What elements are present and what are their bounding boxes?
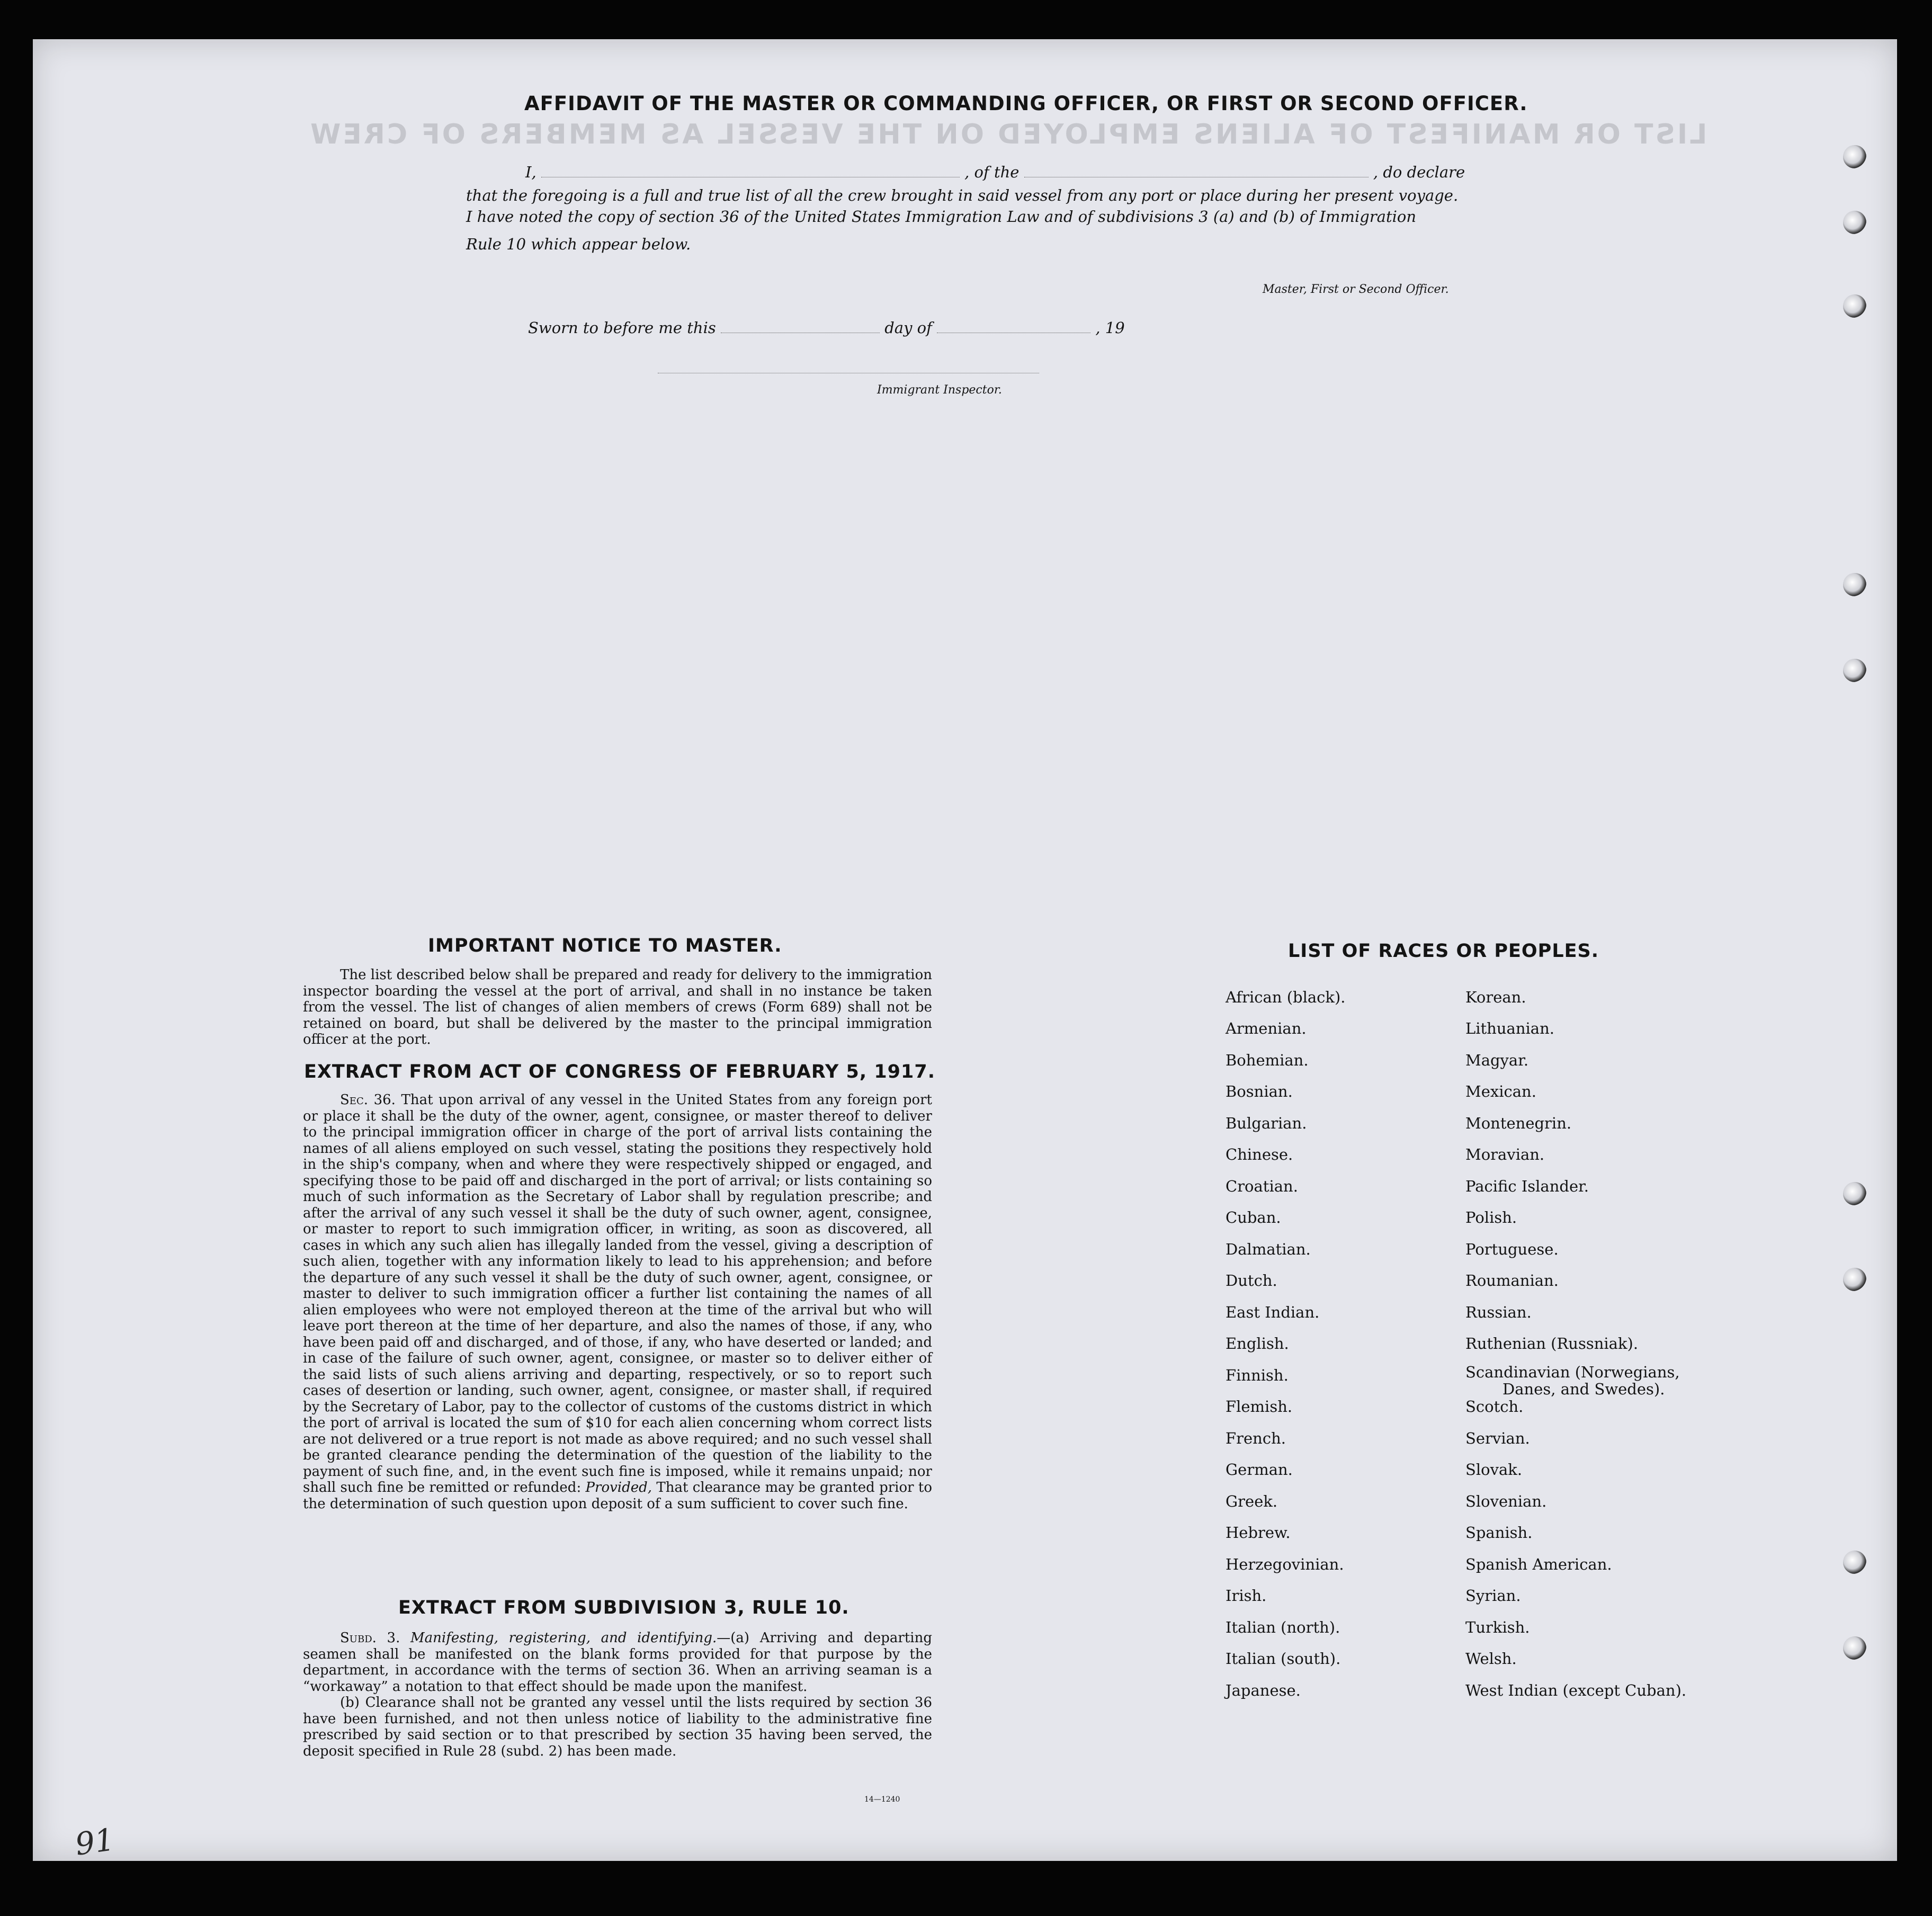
race-item: Chinese. <box>1226 1145 1293 1163</box>
binder-hole <box>1843 1636 1866 1660</box>
race-item: Magyar. <box>1465 1051 1529 1069</box>
master-signature-label: Master, First or Second Officer. <box>1263 283 1449 296</box>
subd-heading: Manifesting, registering, and identifying. <box>410 1630 717 1646</box>
race-item: Dutch. <box>1226 1272 1277 1290</box>
races-title: LIST OF RACES OR PEOPLES. <box>1288 941 1599 962</box>
race-item: East Indian. <box>1226 1303 1320 1321</box>
form-number: 14—1240 <box>864 1795 900 1804</box>
binder-hole <box>1843 211 1866 234</box>
of-the-label: , of the <box>964 163 1019 181</box>
rule-extract-text <box>303 1630 932 1759</box>
section-36-body: That upon arrival of any vessel in the United States from any foreign port or place it shall be the duty of the owner, agent, consignee, or master thereof to deliver to the principal immigration officer in charge of the port of arrival lists containing the names of all aliens employed on such vessel, stating the positions they respectively hold in the ship's company, when and where they were respectively shipped or engaged, and specifying those to be paid off and discharged in the port of arrival; or lists containing so much of such information as the Secretary of Labor shall by regulation prescribe; and after the arrival of any such vessel it shall be the duty of such owner, agent, consignee, or master to report to such immigration officer, in writing, as soon as discovered, all cases in which any such alien has illegally landed from the vessel, giving a description of such alien, together with any information likely to lead to his apprehension; and before the departure of any such vessel it shall be the duty of such owner, agent, consignee, or master to deliver to such immigration officer a further list containing the names of all alien employees who were not employed thereon at the time of the arrival but who will leave port thereon at the time of her departure, and also the names of those, if any, who have been paid off and discharged, and of those, if any, who have deserted or landed; and in case of the failure of such owner, agent, consignee, or master so to deliver either of the said lists of such aliens arriving and departing, respectively, or so to report such cases of desertion or landing, such owner, agent, consignee, or master shall, if required by the Secretary of Labor, pay to the collector of customs of the customs district in which the port of arrival is located the sum of $10 for each alien concerning whom correct lists are not delivered or a true report is not made as above required; and no such vessel shall be granted clearance pending the determination of the question of the liability to the payment of such fine, and, in the event such fine is imposed, while it remains unpaid; nor shall such fine be remitted or refunded: <box>303 1092 933 1496</box>
sworn-label: Sworn to before me this <box>528 319 716 337</box>
race-item: Servian. <box>1465 1429 1530 1447</box>
year-label: , 19 <box>1095 319 1125 337</box>
race-item: Montenegrin. <box>1465 1114 1572 1132</box>
race-item: Italian (south). <box>1226 1650 1341 1668</box>
race-item: Flemish. <box>1226 1398 1293 1416</box>
affidavit-line-1 <box>525 163 1465 181</box>
race-item: Finnish. <box>1226 1366 1289 1384</box>
affidavit-title: AFFIDAVIT OF THE MASTER OR COMMANDING OFFICER, OR FIRST OR SECOND OFFICER. <box>524 92 1528 115</box>
binder-hole <box>1843 1182 1866 1205</box>
affidavit-line-2: that the foregoing is a full and true list of all the crew brought in said vessel from any port or place during her present voyage. <box>466 186 1459 204</box>
race-item: Danes, and Swedes). <box>1502 1380 1665 1398</box>
race-item: Korean. <box>1465 988 1526 1006</box>
race-item: Japanese. <box>1226 1681 1301 1699</box>
race-item: Bosnian. <box>1226 1082 1293 1100</box>
race-item: Dalmatian. <box>1226 1240 1311 1258</box>
subd-label: Subd. 3. <box>340 1630 400 1646</box>
race-item: Croatian. <box>1226 1177 1298 1195</box>
binder-hole <box>1843 1268 1866 1291</box>
notice-title: IMPORTANT NOTICE TO MASTER. <box>428 935 782 956</box>
race-item: French. <box>1226 1429 1286 1447</box>
race-item: Mexican. <box>1465 1082 1536 1100</box>
binder-hole <box>1843 294 1866 318</box>
document-page <box>33 39 1897 1861</box>
race-item: German. <box>1226 1461 1293 1479</box>
i-label: I, <box>525 163 536 181</box>
race-item: Ruthenian (Russniak). <box>1465 1335 1639 1353</box>
section-36-label: Sec. 36. <box>340 1092 396 1108</box>
race-item: Slovenian. <box>1465 1492 1547 1510</box>
binder-hole <box>1843 145 1866 168</box>
race-item: Roumanian. <box>1465 1272 1559 1290</box>
race-item: Irish. <box>1226 1587 1267 1605</box>
race-item: Spanish. <box>1465 1524 1533 1542</box>
sworn-line <box>528 319 1125 337</box>
race-item: Welsh. <box>1465 1650 1517 1668</box>
binder-hole <box>1843 659 1866 682</box>
race-item: Polish. <box>1465 1208 1517 1226</box>
race-item: Scandinavian (Norwegians, <box>1465 1363 1680 1381</box>
section-36-end: That clearance may be granted prior to the determination of such question upon deposit of a sum sufficient to cover such fine. <box>303 1480 933 1512</box>
race-item: Italian (north). <box>1226 1618 1340 1636</box>
affidavit-line-4: Rule 10 which appear below. <box>466 235 691 253</box>
binder-hole <box>1843 573 1866 596</box>
race-item: African (black). <box>1226 988 1346 1006</box>
race-item: Armenian. <box>1226 1019 1307 1037</box>
subd-a-text: —(a) Arriving and departing seamen shall be manifested on the blank forms provided for that purpose by the department, in accordance with the terms of section 36. When an arriving seaman is a “workaway” a notation to that effect should be made upon the manifest. <box>303 1630 932 1695</box>
binder-hole <box>1843 1551 1866 1574</box>
race-item: Greek. <box>1226 1492 1278 1510</box>
race-item: Hebrew. <box>1226 1524 1291 1542</box>
act-extract-title: EXTRACT FROM ACT OF CONGRESS OF FEBRUARY 5, 1917. <box>304 1061 936 1082</box>
race-item: West Indian (except Cuban). <box>1465 1681 1687 1699</box>
race-item: English. <box>1226 1335 1289 1353</box>
race-item: Lithuanian. <box>1465 1019 1554 1037</box>
race-item: Turkish. <box>1465 1618 1530 1636</box>
race-item: Pacific Islander. <box>1465 1177 1589 1195</box>
provided-label: Provided, <box>585 1480 652 1496</box>
race-item: Bulgarian. <box>1226 1114 1307 1132</box>
handwritten-margin-note: 91 <box>73 1821 117 1863</box>
affidavit-line-3: I have noted the copy of section 36 of the United States Immigration Law and of subdivisions 3 (a) and (b) of Immigration <box>466 208 1417 226</box>
race-item: Herzegovinian. <box>1226 1555 1344 1573</box>
act-extract-text <box>303 1092 932 1512</box>
race-item: Cuban. <box>1226 1208 1281 1226</box>
race-item: Bohemian. <box>1226 1051 1309 1069</box>
day-of-label: day of <box>884 319 932 337</box>
race-item: Portuguese. <box>1465 1240 1559 1258</box>
race-item: Syrian. <box>1465 1587 1521 1605</box>
race-item: Scotch. <box>1465 1398 1524 1416</box>
race-item: Spanish American. <box>1465 1555 1612 1573</box>
inspector-label: Immigrant Inspector. <box>877 383 1002 397</box>
subd-b-text: (b) Clearance shall not be granted any vessel until the lists required by section 36 have been furnished, and not then unless notice of liability to the administrative fine prescribed by said section or to that prescribed by section 35 having been served, the deposit specified in Rule 28 (subd. 2) has been made. <box>303 1695 932 1759</box>
do-declare-label: , do declare <box>1373 163 1465 181</box>
race-item: Russian. <box>1465 1303 1532 1321</box>
race-item: Moravian. <box>1465 1145 1545 1163</box>
rule-extract-title: EXTRACT FROM SUBDIVISION 3, RULE 10. <box>398 1597 849 1618</box>
bleed-through-title: LIST OR MANIFEST OF ALIENS EMPLOYED ON THE VESSEL AS MEMBERS OF CREW <box>308 119 1707 150</box>
race-item: Slovak. <box>1465 1461 1523 1479</box>
notice-text: The list described below shall be prepared and ready for delivery to the immigration inspector boarding the vessel at the port of arrival, and shall in no instance be taken from the vessel. The list of changes of alien members of crews (Form 689) shall not be retained on board, but shall be delivered by the master to the principal immigration officer at the port. <box>303 967 932 1047</box>
